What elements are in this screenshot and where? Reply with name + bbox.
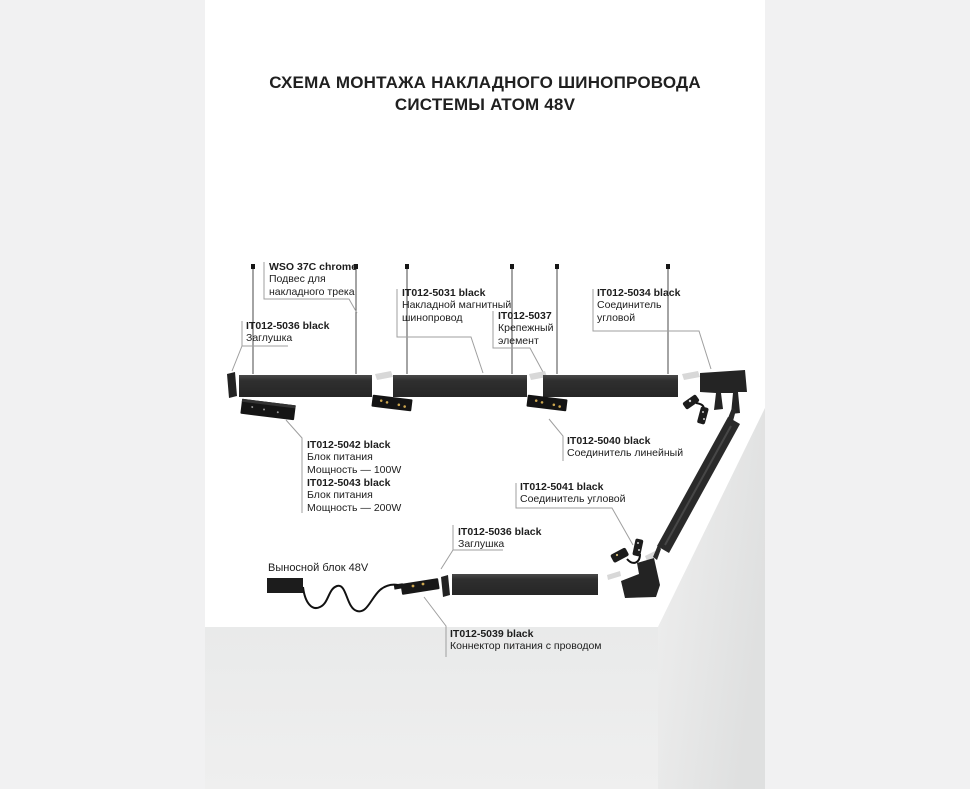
label-linear-connector: IT012-5040 black Соединитель линейный <box>567 435 684 460</box>
label-psu-200: IT012-5043 black Блок питания Мощность — 200W <box>307 477 402 514</box>
track-segment-3 <box>543 375 678 397</box>
label-suspension: WSO 37C chrome Подвес для накладного трека <box>269 261 358 298</box>
track-segment-2 <box>393 375 527 397</box>
title-line-2: СИСТЕМЫ ATOM 48V <box>394 95 576 114</box>
label-endcap-top: IT012-5036 black Заглушка <box>246 320 330 345</box>
label-psu-100: IT012-5042 black Блок питания Мощность — 100W <box>307 439 402 476</box>
label-mount: IT012-5037 Крепежный элемент <box>498 310 554 347</box>
track-segment-1 <box>239 375 372 397</box>
label-corner-top: IT012-5034 black Соединитель угловой <box>597 287 681 324</box>
label-endcap-bottom: IT012-5036 black Заглушка <box>458 526 542 551</box>
page-title <box>205 72 765 116</box>
title-line-1: СХЕМА МОНТАЖА НАКЛАДНОГО ШИНОПРОВОДА <box>269 73 701 92</box>
label-remote-psu: Выносной блок 48V <box>268 562 369 574</box>
track-segment-bottom <box>452 574 598 595</box>
remote-driver-block <box>267 578 303 593</box>
label-corner-mid: IT012-5041 black Соединитель угловой <box>520 481 626 506</box>
label-track: IT012-5031 black Накладной магнитный шинопровод <box>402 287 512 324</box>
label-power-connector: IT012-5039 black Коннектор питания с проводом <box>450 628 602 653</box>
